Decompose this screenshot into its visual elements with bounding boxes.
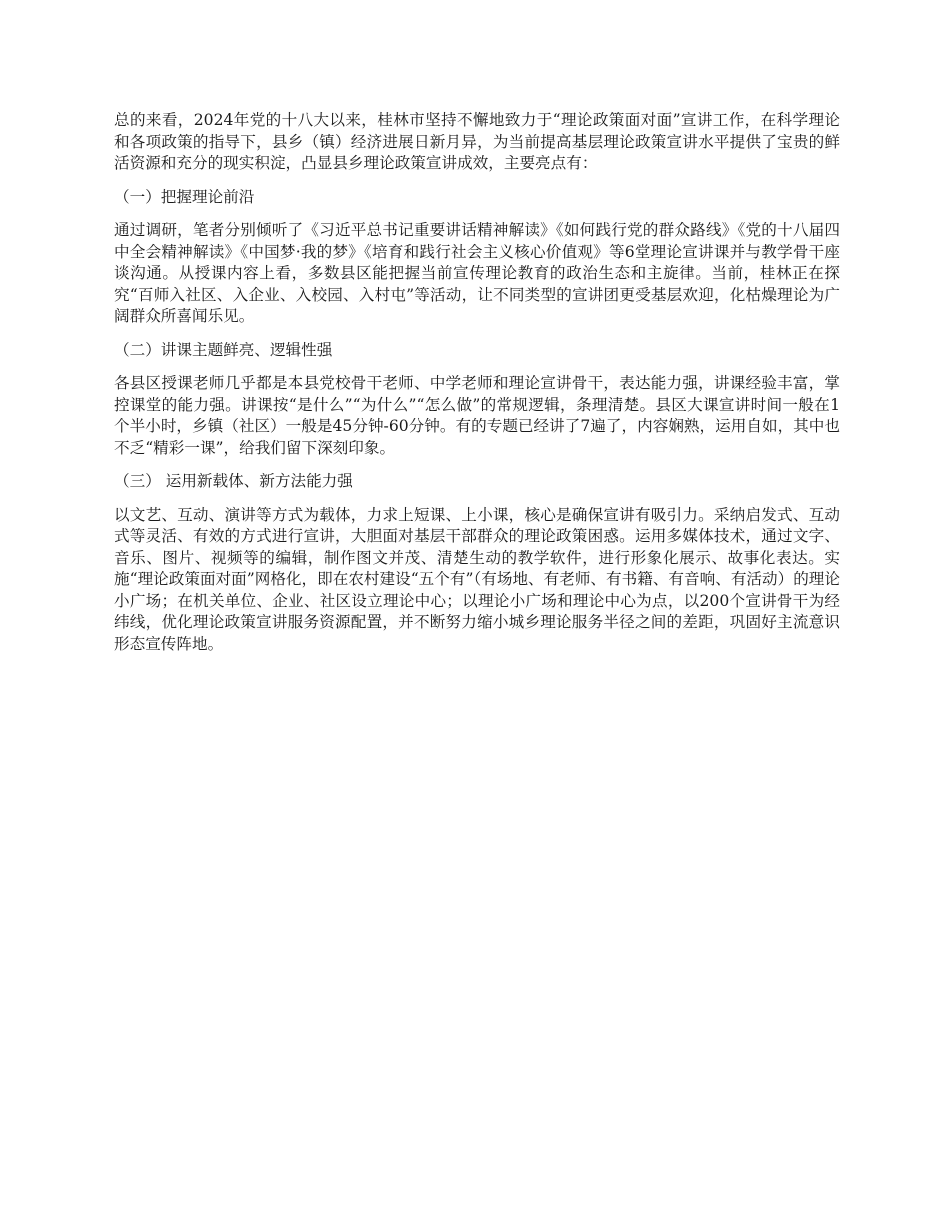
section-1-body: 通过调研，笔者分别倾听了《习近平总书记重要讲话精神解读》《如何践行党的群众路线》《党的十八届四中全会精神解读》《中国梦·我的梦》《培育和践行社会主义核心价值观》等6堂理论宣讲课并与教学骨干座谈沟通。从授课内容上看，多数县区能把握当前宣传理论教育的政治生态和主旋律。当前，桂林正在探究“百师入社区、入企业、入校园、入村屯”等活动，让不同类型的宣讲团更受基层欢迎，化枯燥理论为广阔群众所喜闻乐见。 [114,221,840,325]
section-3-body: 以文艺、互动、演讲等方式为载体，力求上短课、上小课，核心是确保宣讲有吸引力。采纳启发式、互动式等灵活、有效的方式进行宣讲，大胆面对基层干部群众的理论政策困惑。运用多媒体技术，通过文字、音乐、图片、视频等的编辑，制作图文并茂、清楚生动的教学软件，进行形象化展示、故事化表达。实施“理论政策面对面”网格化，即在农村建设“五个有”（有场地、有老师、有书籍、有音响、有活动）的理论小广场；在机关单位、企业、社区设立理论中心；以理论小广场和理论中心为点，以200个宣讲骨干为经纬线，优化理论政策宣讲服务资源配置，并不断努力缩小城乡理论服务半径之间的差距，巩固好主流意识形态宣传阵地。 [114,505,840,653]
section-2-body: 各县区授课老师几乎都是本县党校骨干老师、中学老师和理论宣讲骨干，表达能力强，讲课经验丰富，掌控课堂的能力强。讲课按“是什么”“为什么”“怎么做”的常规逻辑，条理清楚。县区大课宣讲时间一般在1个半小时，乡镇（社区）一般是45分钟-60分钟。有的专题已经讲了7遍了，内容娴熟，运用自如，其中也不乏“精彩一课”，给我们留下深刻印象。 [114,374,840,457]
section-1-heading: （一）把握理论前沿 [114,187,255,206]
intro-paragraph: 总的来看，2024年党的十八大以来，桂林市坚持不懈地致力于“理论政策面对面”宣讲工作，在科学理论和各项政策的指导下，县乡（镇）经济进展日新月异，为当前提高基层理论政策宣讲水平提供了宝贵的鲜活资源和充分的现实积淀，凸显县乡理论政策宣讲成效，主要亮点有： [114,111,840,172]
document-page [114,110,840,667]
section-2-heading: （二）讲课主题鲜亮、逻辑性强 [114,340,333,359]
section-3-heading: （三） 运用新载体、新方法能力强 [114,472,353,490]
